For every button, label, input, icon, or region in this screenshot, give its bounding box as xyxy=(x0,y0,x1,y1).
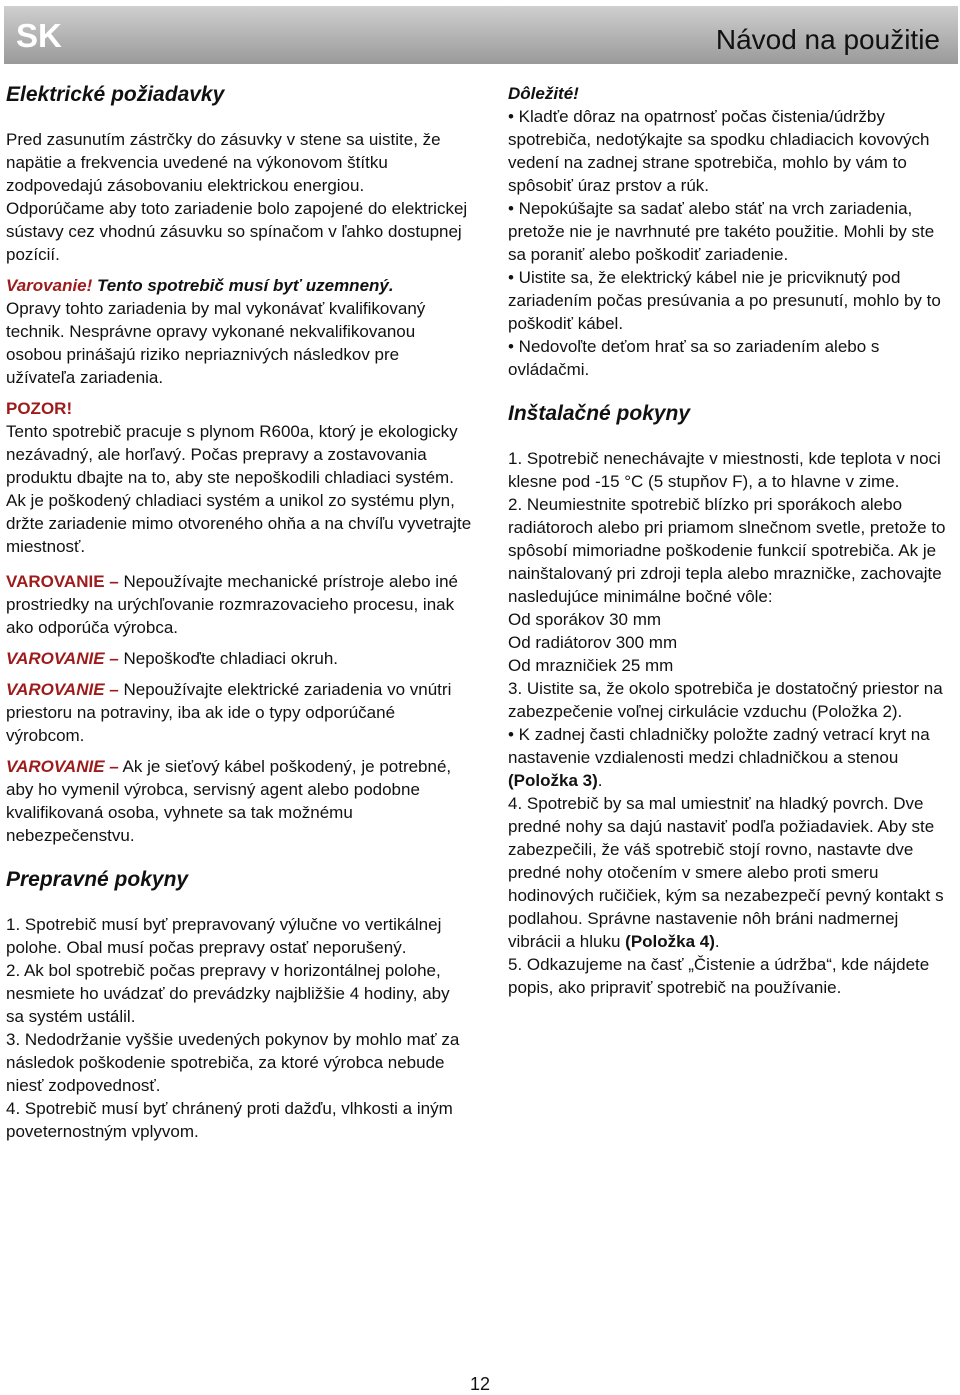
document-title: Návod na použitie xyxy=(715,24,940,55)
clearance-freezers: Od mrazničiek 25 mm xyxy=(508,656,674,675)
important-label: Dôležité! xyxy=(508,84,579,103)
warning-grounding-label: Varovanie! xyxy=(6,276,93,295)
warning-defrost-label: VAROVANIE – xyxy=(6,572,119,591)
install-item-5: 5. Odkazujeme na časť „Čistenie a údržba“, kde nájdete popis, ako pripraviť spotrebič na používanie. xyxy=(508,955,930,997)
heading-transport-instructions: Prepravné pokyny xyxy=(6,868,189,891)
heading-installation-instructions: Inštalačné pokyny xyxy=(508,402,691,425)
warning-circuit-text: Nepoškoďte chladiaci okruh. xyxy=(118,649,339,668)
install-item-4 xyxy=(508,792,954,953)
paragraph-voltage-check: Pred zasunutím zástrčky do zásuvky v stene sa uistite, že napätie a frekvencia uvedené na výkonovom štítku zodpovedajú zásobovaniu elektrickou energiou. xyxy=(6,130,441,195)
install-item-2: 2. Neumiestnite spotrebič blízko pri sporákoch alebo radiátoroch alebo pri priamom slnečnom svetle, pretože to spôsobí mimoriadne poškodenie funkcií spotrebiča. Ak je nainštalovaný pri zdroji tepla alebo mrazničke, zachovajte nasledujúce minimálne bočné vôle: xyxy=(508,495,946,606)
install-item-3: 3. Uistite sa, že okolo spotrebiča je dostatočný priestor na zabezpečenie voľnej cirkulácie vzduchu (Položka 2). xyxy=(508,679,943,721)
warning-defrost xyxy=(6,570,472,639)
warning-circuit-label: VAROVANIE – xyxy=(6,649,119,668)
transport-item-4: 4. Spotrebič musí byť chránený proti dažďu, vlhkosti a iným poveternostným vplyvom. xyxy=(6,1099,453,1141)
paragraph-socket-recommendation: Odporúčame aby toto zariadenie bolo zapojené do elektrickej sústavy cez vhodnú zásuvku so spínačom v ľahko dostupnej pozícií. xyxy=(6,199,468,264)
caution-label: POZOR! xyxy=(6,399,73,418)
important-bullet-cleaning: • Kladťe dôraz na opatrnosť počas čistenia/údržby spotrebiča, nedotýkajte sa spodku chladiacich kovových vedení na zadnej strane spotrebiča, mohlo by vám to spôsobiť úraz prstov a rúk. xyxy=(508,107,930,195)
heading-electrical-requirements: Elektrické požiadavky xyxy=(6,83,225,106)
warning-appliances-text: Nepoužívajte elektrické zariadenia vo vnútri priestoru na potraviny, iba ak ide o typy odporúčané výrobcom. xyxy=(6,680,452,745)
warning-cable-label: VAROVANIE – xyxy=(6,757,119,776)
install-item-1: 1. Spotrebič nenechávajte v miestnosti, kde teplota v noci klesne pod -15 °C (5 stupňov F), a to hlavne v zime. xyxy=(508,449,941,491)
transport-item-3: 3. Nedodržanie vyššie uvedených pokynov by mohlo mať za následok poškodenie spotrebiča, za ktoré výrobca nebude niesť zodpovednosť. xyxy=(6,1030,460,1095)
install-item-3-bullet-text: • K zadnej časti chladničky položte zadný vetrací kryt na nastavenie vzdialenosti medzi chladničkou a stenou xyxy=(508,725,930,767)
warning-grounding-text: Tento spotrebič musí byť uzemnený. xyxy=(92,276,394,295)
install-item-4-text: 4. Spotrebič by sa mal umiestniť na hladký povrch. Dve predné nohy sa dajú nastaviť podľa požiadaviek. Aby ste zabezpečili, že váš spotrebič stojí rovno, nastavte dve predné nohy otočením v smere alebo proti smeru hodinových ručičiek, kým sa nezabezpečí pevný kontakt s podlahou. Správne nastavenie nôh bráni nadmernej vibrácii a hluku xyxy=(508,794,944,951)
warning-circuit xyxy=(6,647,472,670)
paragraph-refrigerant: Tento spotrebič pracuje s plynom R600a, ktorý je ekologicky nezávadný, ale horľavý. Počas prepravy a zostavovania produktu dbajte na to, aby ste nepoškodili chladiaci systém. Ak je poškodený chladiaci systém a unikol zo systému plyn, držte zariadenie mimo otvoreného ohňa a na chvíľu vyvetrajte miestnosť. xyxy=(6,422,472,556)
install-item-3-bullet xyxy=(508,723,954,792)
install-item-4-ref: (Položka 4) xyxy=(625,932,715,951)
install-item-3-bullet-ref: (Položka 3) xyxy=(508,771,598,790)
page-number: 12 xyxy=(469,1374,491,1394)
warning-grounding xyxy=(6,274,472,297)
warning-cable xyxy=(6,755,472,847)
left-column xyxy=(6,82,472,1143)
warning-appliances-label: VAROVANIE – xyxy=(6,680,119,699)
install-item-4-end: . xyxy=(714,932,720,951)
clearance-stoves: Od sporákov 30 mm xyxy=(508,610,662,629)
transport-item-2: 2. Ak bol spotrebič počas prepravy v horizontálnej polohe, nesmiete ho uvádzať do prevádzky najbližšie 4 hodiny, aby sa systém ustálil. xyxy=(6,961,450,1026)
important-bullet-standing: • Nepokúšajte sa sadať alebo stáť na vrch zariadenia, pretože nie je navrhnuté pre takéto použitie. Mohli by ste sa poraniť alebo poškodiť zariadenie. xyxy=(508,199,935,264)
install-item-3-bullet-end: . xyxy=(597,771,603,790)
important-bullet-cable: • Uistite sa, že elektrický kábel nie je pricviknutý pod zariadením počas presúvania a po presunutí, mohlo by to poškodiť kábel. xyxy=(508,268,941,333)
language-code: SK xyxy=(16,17,62,54)
important-bullet-children: • Nedovoľte deťom hrať sa so zariadením alebo s ovládačmi. xyxy=(508,337,880,379)
paragraph-repairs: Opravy tohto zariadenia by mal vykonávať kvalifikovaný technik. Nesprávne opravy vykonané nekvalifikovanou osobou prinášajú riziko nepriaznivých následkov pre užívateľa zariadenia. xyxy=(6,299,426,387)
warning-defrost-text: Nepoužívajte mechanické prístroje alebo iné prostriedky na urýchľovanie rozmrazovacieho procesu, inak ako odporúča výrobca. xyxy=(6,572,458,637)
right-column xyxy=(508,82,954,999)
header-bar xyxy=(4,6,958,64)
warning-cable-text: Ak je sieťový kábel poškodený, je potrebné, aby ho vymenil výrobca, servisný agent alebo podobne kvalifikovaná osoba, vyhnete sa tak možnému nebezpečenstvu. xyxy=(6,757,452,845)
transport-item-1: 1. Spotrebič musí byť prepravovaný výlučne vo vertikálnej polohe. Obal musí počas prepravy ostať neporušený. xyxy=(6,915,442,957)
warning-appliances xyxy=(6,678,472,747)
clearance-radiators: Od radiátorov 300 mm xyxy=(508,633,678,652)
